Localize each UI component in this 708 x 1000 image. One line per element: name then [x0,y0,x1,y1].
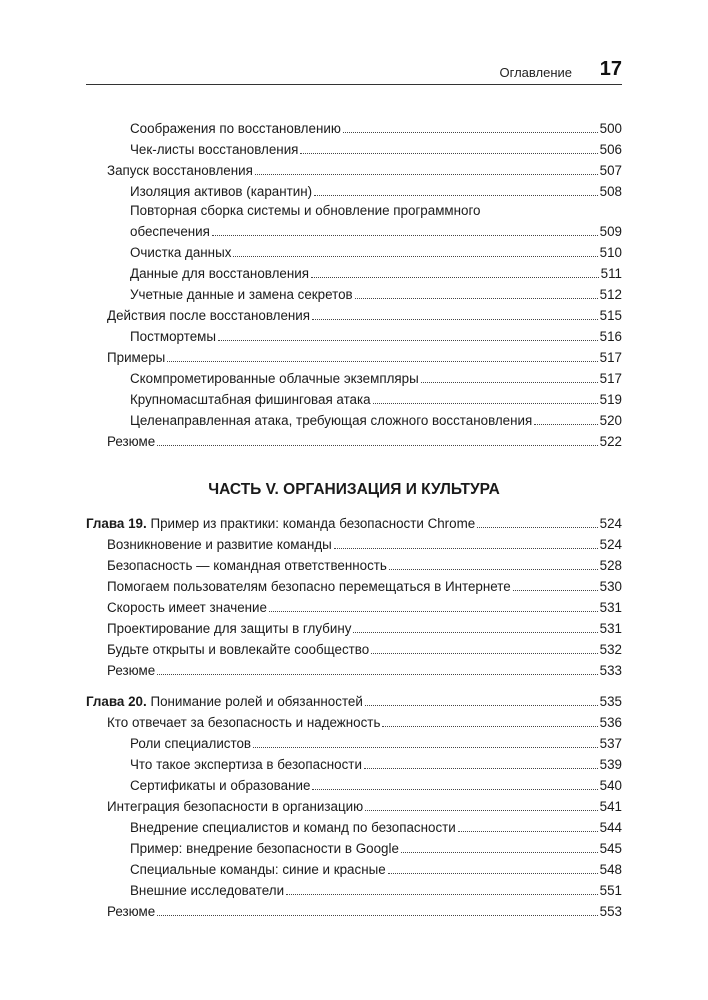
toc-entry [86,553,622,574]
dot-leader [513,590,598,591]
dot-leader [286,894,598,895]
toc-entry-text: Будьте открыты и вовлекайте сообщество [107,642,370,657]
toc-page-number: 528 [599,558,622,573]
toc-entry [86,179,622,200]
toc-entry [86,574,622,595]
toc-page-number: 530 [599,579,622,594]
toc-entry-text: Помогаем пользователям безопасно перемещаться в Интернете [107,579,511,594]
toc-entry-text: Данные для восстановления [130,266,309,281]
chapter-title: Пример из практики: команда безопасности Chrome [150,516,476,531]
dot-leader [364,768,598,769]
toc-entry-text: Скомпрометированные облачные экземпляры [130,371,419,386]
toc-entry [86,282,622,303]
part-title: ЧАСТЬ V. ОРГАНИЗАЦИЯ И КУЛЬТУРА [208,481,500,498]
toc-page-number: 507 [599,163,622,178]
toc-entry [86,532,622,553]
toc-page-number: 551 [599,883,622,898]
toc-block-chapter18 [86,116,622,450]
toc-entry-text: Повторная сборка системы и обновление программного [130,203,481,218]
toc-entry-text: Целенаправленная атака, требующая сложного восстановления [130,413,533,428]
toc-entry [86,408,622,429]
dot-leader [314,195,598,196]
toc-entry-text: Действия после восстановления [107,308,311,323]
dot-leader [388,873,598,874]
toc-entry [86,137,622,158]
dot-leader [218,340,598,341]
running-header-title: Оглавление [499,65,572,80]
toc-page-number: 539 [599,757,622,772]
toc-page-number: 512 [599,287,622,302]
toc-entry-text: Интеграция безопасности в организацию [107,799,364,814]
toc-entry-text: Резюме [107,663,156,678]
dot-leader [157,445,597,446]
toc-entry [86,345,622,366]
toc-entry-text: Что такое экспертиза в безопасности [130,757,362,772]
toc-entry [86,261,622,282]
dot-leader [365,705,598,706]
dot-leader [477,527,597,528]
toc-page-number: 531 [599,621,622,636]
toc-entry [86,303,622,324]
toc-entry [86,429,622,450]
toc-entry-text-cont: обеспечения [130,224,210,239]
chapter-label: Глава 19. [86,516,147,531]
toc-entry [86,240,622,261]
dot-leader [255,174,598,175]
toc-entry-text: Скорость имеет значение [107,600,267,615]
toc-page-number: 553 [599,904,622,919]
dot-leader [212,235,598,236]
toc-entry [86,616,622,637]
toc-entry-text: Крупномасштабная фишинговая атака [130,392,371,407]
chapter-label: Глава 20. [86,694,147,709]
toc-entry-text: Внешние исследователи [130,883,285,898]
toc-entry [86,878,622,899]
toc-page-number: 532 [599,642,622,657]
toc-page-number: 535 [599,694,622,709]
toc-entry [86,658,622,679]
dot-leader [458,831,598,832]
toc-page-number: 509 [599,224,622,239]
toc-page-number: 506 [599,142,622,157]
toc-entry [86,857,622,878]
toc-entry [86,815,622,836]
dot-leader [311,277,599,278]
toc-page-number: 533 [599,663,622,678]
toc-entry-text [86,694,363,710]
toc-page-number: 511 [600,266,622,281]
dot-leader [233,256,597,257]
toc-entry [86,324,622,345]
toc-block-chapter19 [86,511,622,679]
toc-entry-text: Роли специалистов [130,736,252,751]
dot-leader [167,361,597,362]
toc-entry-text: Специальные команды: синие и красные [130,862,386,877]
dot-leader [355,298,598,299]
toc-entry [86,836,622,857]
toc-page-number: 516 [599,329,622,344]
toc-page-number: 522 [599,434,622,449]
dot-leader [371,653,597,654]
toc-page-number: 519 [599,392,622,407]
toc-entry-text: Пример: внедрение безопасности в Google [130,841,399,856]
toc-entry [86,752,622,773]
toc-entry [86,773,622,794]
dot-leader [373,403,598,404]
toc-entry [86,387,622,408]
dot-leader [334,548,598,549]
dot-leader [343,132,598,133]
toc-chapter-entry [86,511,622,532]
toc-entry-text: Учетные данные и замена секретов [130,287,353,302]
toc-entry-text: Соображения по восстановлению [130,121,341,136]
toc-page-number: 510 [599,245,622,260]
dot-leader [157,674,597,675]
dot-leader [421,382,598,383]
toc-entry-text [86,516,475,532]
toc-entry [86,366,622,387]
toc-entry-text: Изоляция активов (карантин) [130,184,313,199]
dot-leader [157,915,597,916]
page-number: 17 [599,58,622,80]
toc-entry [86,899,622,920]
toc-page-number: 520 [599,413,622,428]
toc-entry [86,116,622,137]
dot-leader [253,747,598,748]
toc-entry [86,219,622,240]
toc-page-number: 541 [599,799,622,814]
toc-entry-text: Сертификаты и образование [130,778,311,793]
dot-leader [353,632,597,633]
toc-entry [86,731,622,752]
toc-entry [86,158,622,179]
toc-entry [86,637,622,658]
running-header [86,58,622,85]
toc-entry-text: Очистка данных [130,245,232,260]
toc-page-number: 536 [599,715,622,730]
toc-page-number: 517 [599,371,622,386]
toc-entry-text: Внедрение специалистов и команд по безопасности [130,820,456,835]
dot-leader [312,319,598,320]
toc-page-number: 548 [599,862,622,877]
dot-leader [534,424,597,425]
toc-block-chapter20 [86,689,622,920]
toc-entry-text: Возникновение и развитие команды [107,537,332,552]
toc-entry-text: Резюме [107,904,156,919]
toc-page-number: 540 [599,778,622,793]
dot-leader [300,153,597,154]
toc-page-number: 545 [599,841,622,856]
toc-entry-text: Запуск восстановления [107,163,253,178]
dot-leader [312,789,597,790]
toc-page-number: 517 [599,350,622,365]
chapter-title: Понимание ролей и обязанностей [150,694,363,709]
toc-page-number: 500 [599,121,622,136]
dot-leader [389,569,598,570]
toc-page-number: 544 [599,820,622,835]
toc-entry [86,710,622,731]
toc-entry-text: Примеры [107,350,166,365]
toc-entry-line [86,200,622,219]
toc-entry-text: Проектирование для защиты в глубину [107,621,352,636]
toc-page-number: 508 [599,184,622,199]
dot-leader [401,852,598,853]
dot-leader [269,611,598,612]
toc-entry-text: Постмортемы [130,329,216,344]
toc-entry-text: Чек-листы восстановления [130,142,299,157]
toc-page-number: 524 [599,537,622,552]
toc-page-number: 524 [599,516,622,531]
toc-entry-text: Кто отвечает за безопасность и надежность [107,715,381,730]
toc-page-number: 537 [599,736,622,751]
dot-leader [365,810,598,811]
toc-entry-text: Безопасность — командная ответственность [107,558,387,573]
toc-entry-text: Резюме [107,434,156,449]
toc-entry [86,794,622,815]
toc-page-number: 531 [599,600,622,615]
dot-leader [382,726,597,727]
toc-chapter-entry [86,689,622,710]
toc-page-number: 515 [599,308,622,323]
toc-entry [86,595,622,616]
